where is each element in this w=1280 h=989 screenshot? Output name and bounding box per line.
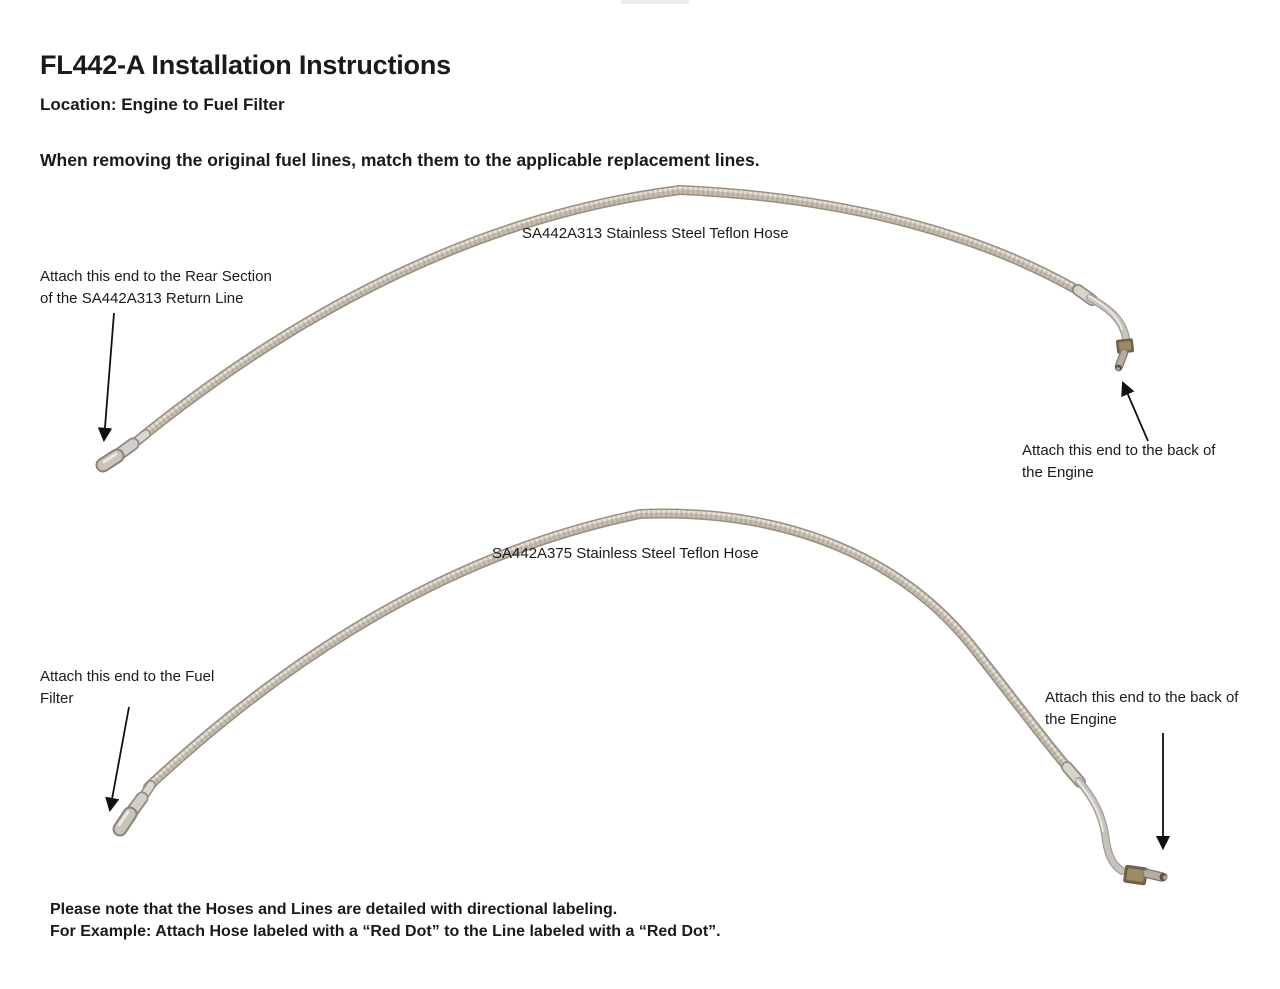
hose-1-left-annotation bbox=[40, 266, 272, 309]
page-title: FL442-A Installation Instructions bbox=[40, 50, 451, 80]
hose-2-left-annotation-line2: Filter bbox=[40, 689, 74, 707]
hose-2-left-fitting bbox=[119, 785, 151, 829]
hose-1-label: SA442A313 Stainless Steel Teflon Hose bbox=[522, 225, 789, 242]
hose-1-right-annotation-line2: the Engine bbox=[1022, 463, 1094, 481]
hose-1-right-annotation bbox=[1022, 440, 1215, 483]
hose-2-graphic bbox=[119, 511, 1168, 885]
hose-1-left-fitting bbox=[103, 434, 146, 465]
hose-1-left-annotation-line2: of the SA442A313 Return Line bbox=[40, 289, 244, 307]
hose-1-right-fitting bbox=[1078, 290, 1134, 371]
page-instruction: When removing the original fuel lines, match them to the applicable replacement lines. bbox=[40, 150, 760, 170]
page-location: Location: Engine to Fuel Filter bbox=[40, 95, 285, 114]
footer-note-line2: For Example: Attach Hose labeled with a “Red Dot” to the Line labeled with a “Red Dot”. bbox=[50, 923, 721, 940]
hose-1-left-arrow bbox=[104, 313, 114, 440]
hose-2-right-annotation-line2: the Engine bbox=[1045, 710, 1117, 728]
hose-1-left-annotation-line1: Attach this end to the Rear Section bbox=[40, 268, 272, 285]
hose-1-right-annotation-line1: Attach this end to the back of bbox=[1022, 442, 1216, 459]
callout-arrows bbox=[104, 313, 1163, 848]
hose-2-right-annotation-line1: Attach this end to the back of bbox=[1045, 689, 1239, 706]
hose-2-right-annotation bbox=[1045, 687, 1238, 730]
hose-2-label: SA442A375 Stainless Steel Teflon Hose bbox=[492, 545, 759, 562]
footer-note-line1: Please note that the Hoses and Lines are detailed with directional labeling. bbox=[50, 901, 618, 918]
footer-note bbox=[50, 899, 721, 943]
hose-2-left-annotation-line1: Attach this end to the Fuel bbox=[40, 668, 215, 685]
hose-1-right-arrow bbox=[1123, 383, 1148, 441]
hose-2-left-annotation bbox=[40, 666, 214, 709]
hose-2-right-fitting bbox=[1067, 767, 1168, 886]
hose-2-left-arrow bbox=[110, 707, 129, 810]
